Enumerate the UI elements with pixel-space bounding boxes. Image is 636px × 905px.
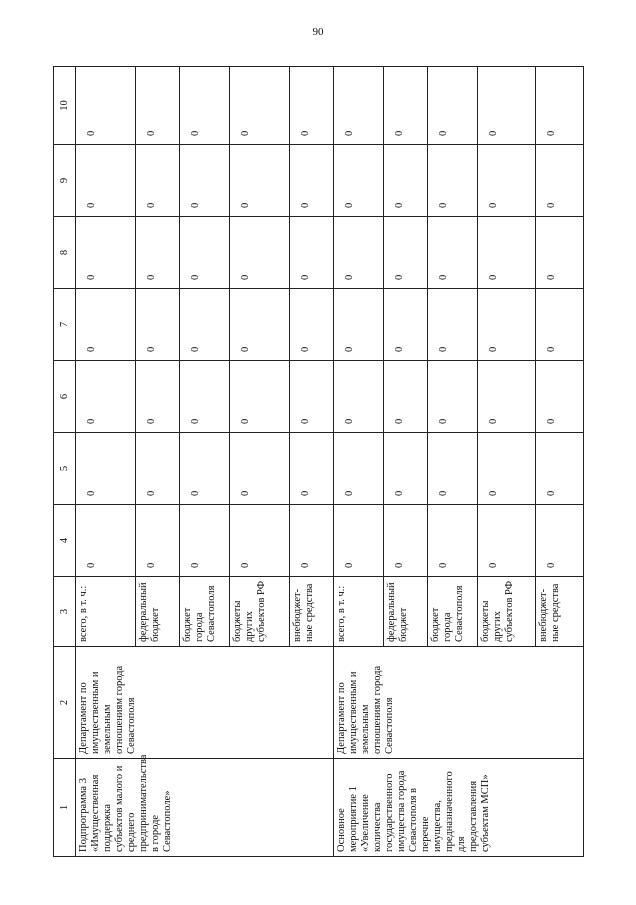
value-cell: 0: [290, 145, 334, 217]
value-cell: 0: [478, 217, 536, 289]
value-cell: 0: [230, 145, 290, 217]
value-cell: 0: [334, 289, 384, 361]
value-cell: 0: [136, 67, 180, 145]
value-cell: 0: [180, 67, 230, 145]
value-cell: 0: [76, 217, 136, 289]
funding-table: [53, 66, 584, 857]
value-cell: 0: [76, 289, 136, 361]
value-cell: 0: [384, 217, 428, 289]
value-cell: 0: [230, 361, 290, 433]
value-cell: 0: [136, 217, 180, 289]
value-cell: 0: [180, 145, 230, 217]
value-cell: 0: [384, 433, 428, 505]
value-cell: 0: [334, 505, 384, 577]
value-cell: 0: [428, 67, 478, 145]
value-cell: 0: [536, 361, 584, 433]
value-cell: 0: [230, 289, 290, 361]
value-cell: 0: [136, 289, 180, 361]
value-cell: 0: [478, 289, 536, 361]
value-cell: 0: [536, 145, 584, 217]
value-cell: 0: [478, 67, 536, 145]
value-cell: 0: [334, 217, 384, 289]
value-cell: 0: [290, 217, 334, 289]
funding-source: бюджеты других субъектов РФ: [230, 577, 290, 647]
funding-source: бюджет города Севастополя: [428, 577, 478, 647]
header-cell: 9: [54, 145, 76, 217]
value-cell: 0: [384, 361, 428, 433]
header-cell: 2: [54, 647, 76, 759]
value-cell: 0: [290, 67, 334, 145]
value-cell: 0: [334, 67, 384, 145]
value-cell: 0: [136, 145, 180, 217]
value-cell: 0: [76, 67, 136, 145]
value-cell: 0: [536, 67, 584, 145]
funding-source: федеральный бюджет: [384, 577, 428, 647]
value-cell: 0: [180, 433, 230, 505]
value-cell: 0: [76, 361, 136, 433]
header-cell: 1: [54, 759, 76, 857]
value-cell: 0: [536, 217, 584, 289]
table-row: [76, 67, 136, 857]
value-cell: 0: [478, 433, 536, 505]
value-cell: 0: [428, 505, 478, 577]
value-cell: 0: [230, 67, 290, 145]
activity-name: Основное мероприятие 1 «Увеличение количества государственного имущества города Севастополя в перечне имущества, предназначенного для предоставления субъектам МСП»: [334, 759, 584, 857]
funding-source: всего, в т. ч.:: [334, 577, 384, 647]
value-cell: 0: [136, 505, 180, 577]
value-cell: 0: [478, 145, 536, 217]
funding-source: бюджеты других субъектов РФ: [478, 577, 536, 647]
page-number: 90: [312, 26, 324, 38]
value-cell: 0: [230, 433, 290, 505]
value-cell: 0: [428, 217, 478, 289]
value-cell: 0: [334, 145, 384, 217]
value-cell: 0: [478, 505, 536, 577]
table-row: [334, 67, 384, 857]
header-cell: 8: [54, 217, 76, 289]
value-cell: 0: [428, 361, 478, 433]
value-cell: 0: [428, 289, 478, 361]
value-cell: 0: [290, 361, 334, 433]
value-cell: 0: [384, 67, 428, 145]
header-cell: 6: [54, 361, 76, 433]
program-name: Подпрограмма 3 «Имущественная поддержка субъектов малого и среднего предпринимательства в городе Севастополе»: [76, 759, 334, 857]
value-cell: 0: [334, 433, 384, 505]
value-cell: 0: [384, 505, 428, 577]
header-cell: 5: [54, 433, 76, 505]
value-cell: 0: [536, 433, 584, 505]
value-cell: 0: [290, 433, 334, 505]
funding-source: всего, в т. ч.:: [76, 577, 136, 647]
value-cell: 0: [384, 145, 428, 217]
value-cell: 0: [384, 289, 428, 361]
header-cell: 10: [54, 67, 76, 145]
funding-source: внебюджет-ные средства: [290, 577, 334, 647]
funding-source: бюджет города Севастополя: [180, 577, 230, 647]
value-cell: 0: [290, 289, 334, 361]
funding-source: внебюджет-ные средства: [536, 577, 584, 647]
value-cell: 0: [536, 505, 584, 577]
executor: Департамент по имущественным и земельным отношениям города Севастополя: [334, 647, 584, 759]
value-cell: 0: [76, 433, 136, 505]
header-cell: 3: [54, 577, 76, 647]
value-cell: 0: [136, 361, 180, 433]
value-cell: 0: [290, 505, 334, 577]
value-cell: 0: [76, 505, 136, 577]
header-cell: 7: [54, 289, 76, 361]
value-cell: 0: [478, 361, 536, 433]
value-cell: 0: [180, 217, 230, 289]
value-cell: 0: [230, 217, 290, 289]
rotated-table-wrapper: [53, 67, 583, 857]
executor: Департамент по имущественным и земельным отношениям города Севастополя: [76, 647, 334, 759]
value-cell: 0: [536, 289, 584, 361]
value-cell: 0: [428, 145, 478, 217]
value-cell: 0: [428, 433, 478, 505]
value-cell: 0: [76, 145, 136, 217]
value-cell: 0: [180, 361, 230, 433]
value-cell: 0: [180, 505, 230, 577]
value-cell: 0: [136, 433, 180, 505]
header-row: [54, 67, 76, 857]
value-cell: 0: [334, 361, 384, 433]
header-cell: 4: [54, 505, 76, 577]
funding-source: федеральный бюджет: [136, 577, 180, 647]
value-cell: 0: [180, 289, 230, 361]
value-cell: 0: [230, 505, 290, 577]
